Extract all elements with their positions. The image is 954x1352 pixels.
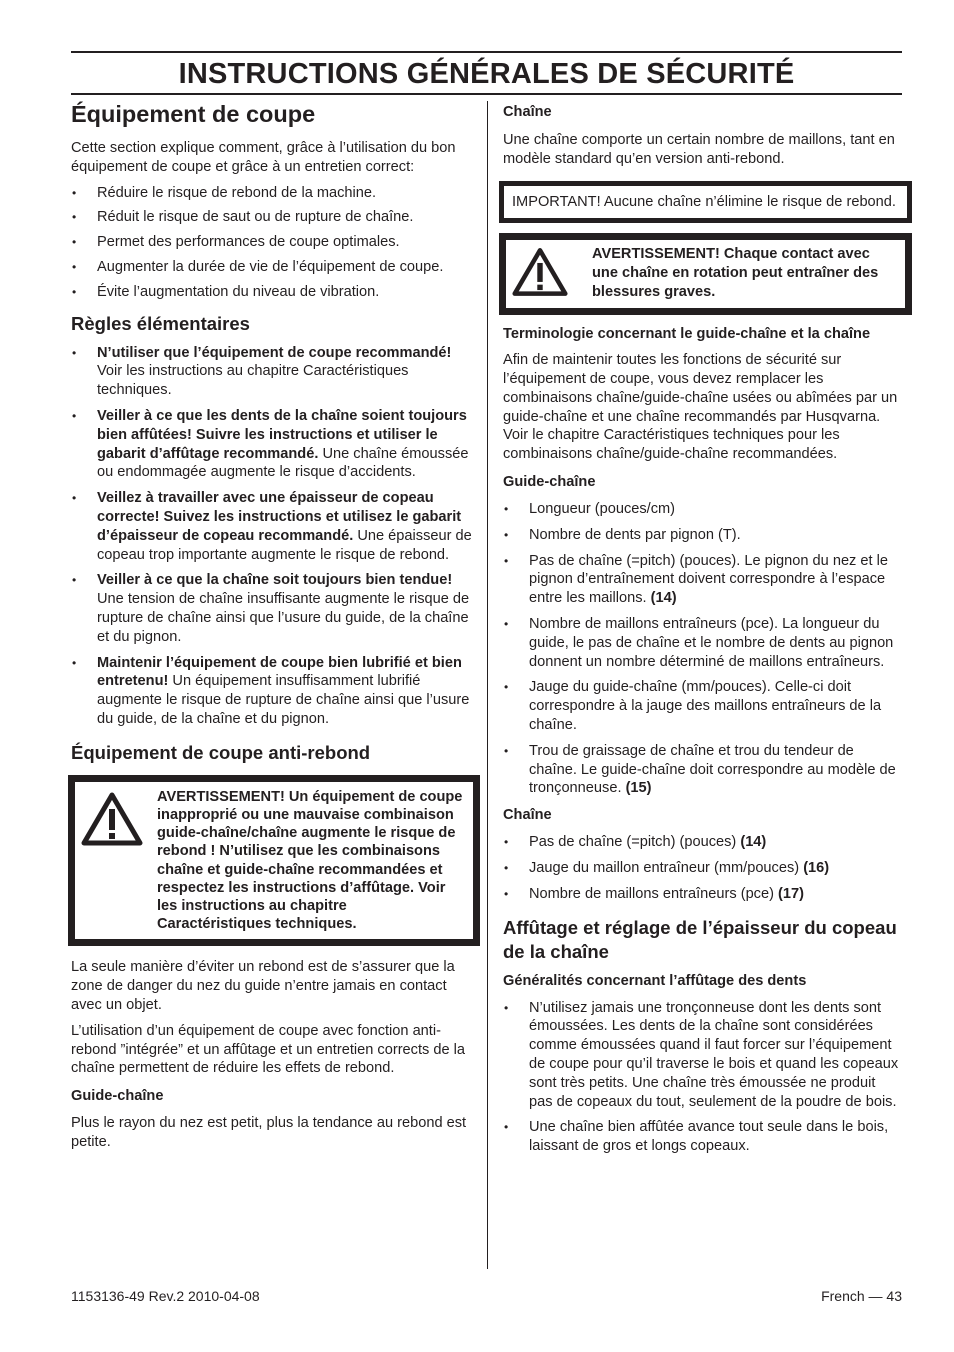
list-item: • Réduit le risque de saut ou de rupture de chaîne. [71,208,473,227]
intro-list [71,184,473,302]
terminology-paragraph: Afin de maintenir toutes les fonctions de sécurité sur l’équipement de coupe, vous devez remplacer les combinaisons chaîne/guide-chaîne usées ou abîmées par un guide-chaîne et une chaîne recommandés par Husqvarna. Voir le chapitre Caractéristiques techniques pour les combinaisons chaîne/guide-chaîne recommandées. [503,352,898,463]
warning-box [499,233,912,315]
list-item: • Une chaîne bien affûtée avance tout seule dans le bois, laissant de gros et longs copeaux. [503,1118,902,1156]
warning-box [68,775,480,947]
list-item: • Jauge du guide-chaîne (mm/pouces). Celle-ci doit correspondre à la jauge des maillons entraîneurs de la chaîne. [503,678,902,734]
chain-list [503,833,902,903]
paragraph: L’utilisation d’un équipement de coupe avec fonction anti-rebond ”intégrée” et un affûtage et un entretien corrects de la chaîne permettent de réduire les effets de rebond. [71,1022,466,1077]
warning-triangle-icon [81,788,157,934]
guide-heading: Guide-chaîne [71,1088,164,1105]
list-item: • N’utilisez jamais une tronçonneuse dont les dents sont émoussées. Les dents de la chaîne sont considérées comme émoussées quand il faut forcer sur l’équipement de coupe pour qu’il traverse le bois et quand les copeaux sont très petits. Une chaîne très émoussée ne produit pas de copeaux du tout, seulement de la poudre de bois. [503,999,902,1112]
sharpening-list [503,999,902,1156]
list-item: • Permet des performances de coupe optimales. [71,233,473,252]
sharpening-heading: Affûtage et réglage de l’épaisseur du copeau de la chaîne [503,916,897,962]
chain-heading: Chaîne [503,104,552,120]
rule-item: • Veiller à ce que la chaîne soit toujours bien tendue! Une tension de chaîne insuffisante augmente le risque de rupture de chaîne ainsi que l’usure du guide, de la chaîne et du pignon. [71,571,473,646]
list-item: • Évite l’augmentation du niveau de vibration. [71,283,473,302]
rules-list [71,344,473,729]
footer-page-number: French — 43 [821,1288,902,1304]
important-box [499,181,912,224]
column-divider [487,101,488,1269]
rule-item: • N’utiliser que l’équipement de coupe recommandé! Voir les instructions au chapitre Caractéristiques techniques. [71,344,473,400]
list-item: • Réduire le risque de rebond de la machine. [71,184,473,203]
warning-text: AVERTISSEMENT! Un équipement de coupe inapproprié ou une mauvaise combinaison guide-chaîne/chaîne augmente le risque de rebond ! N’utilisez que les combinaisons chaîne et guide-chaîne recommandées et respectez les instructions d’affûtage. Voir les instructions au chapitre Caractéristiques techniques. [157,788,463,933]
list-item: • Nombre de dents par pignon (T). [503,526,902,545]
list-item: • Longueur (pouces/cm) [503,500,902,519]
general-heading: Généralités concernant l’affûtage des dents [503,972,807,989]
footer-docref: 1153136-49 Rev.2 2010-04-08 [71,1288,260,1304]
intro-paragraph: Cette section explique comment, grâce à l’utilisation du bon équipement de coupe et grâce à un entretien correct: [71,140,456,175]
warning-text: AVERTISSEMENT! Chaque contact avec une chaîne en rotation peut entraîner des blessures graves. [592,246,879,300]
guide-paragraph: Plus le rayon du nez est petit, plus la tendance au rebond est petite. [71,1115,467,1150]
chain-heading: Chaîne [503,807,552,824]
guide-list [503,500,902,798]
list-item: • Augmenter la durée de vie de l’équipement de coupe. [71,258,473,277]
header-bottom-rule [71,93,902,95]
section-title: Équipement de coupe [71,101,316,127]
list-item: • Trou de graissage de chaîne et trou du tendeur de chaîne. Le guide-chaîne doit correspondre au modèle de tronçonneuse. (15) [503,742,902,798]
chain-paragraph: Une chaîne comporte un certain nombre de maillons, tant en modèle standard qu’en version anti-rebond. [503,132,895,167]
list-item: • Pas de chaîne (=pitch) (pouces). Le pignon du nez et le pignon d’entraînement doivent correspondre à l’espace entre les maillons. (14) [503,552,902,608]
important-text: IMPORTANT! Aucune chaîne n’élimine le risque de rebond. [512,193,896,210]
paragraph: La seule manière d’éviter un rebond est de s’assurer que la zone de danger du nez du guide n’entre jamais en contact avec un objet. [71,959,455,1013]
page-header-title: INSTRUCTIONS GÉNÉRALES DE SÉCURITÉ [178,58,795,90]
rule-item: • Veillez à travailler avec une épaisseur de copeau correcte! Suivez les instructions et utilisez le gabarit d’épaisseur de copeau recommandé. Une épaisseur de copeau trop importante augmente le risque de rebond. [71,489,473,564]
list-item: • Jauge du maillon entraîneur (mm/pouces) (16) [503,859,902,878]
antirebond-heading: Équipement de coupe anti-rebond [71,741,371,763]
list-item: • Pas de chaîne (=pitch) (pouces) (14) [503,833,902,852]
terminology-heading: Terminologie concernant le guide-chaîne et la chaîne [503,326,871,343]
list-item: • Nombre de maillons entraîneurs (pce). La longueur du guide, le pas de chaîne et le nombre de dents au pignon donnent un nombre déterminé de maillons entraîneurs. [503,615,902,671]
rule-item: • Maintenir l’équipement de coupe bien lubrifié et bien entretenu! Un équipement insuffisamment lubrifié augmente le risque de rupture de chaîne ainsi que l’usure du guide, de la chaîne et du pignon. [71,654,473,729]
right-column [503,103,902,1164]
list-item: • Nombre de maillons entraîneurs (pce) (17) [503,885,902,904]
guide-heading: Guide-chaîne [503,473,596,490]
rules-heading: Règles élémentaires [71,312,250,334]
warning-triangle-icon [512,245,592,303]
rule-item: • Veiller à ce que les dents de la chaîne soient toujours bien affûtées! Suivre les instructions et utiliser le gabarit d’affûtage recommandé. Une chaîne émoussée ou endommagée augmente le risque d’accidents. [71,407,473,482]
left-column [71,100,473,1159]
header-top-rule [71,51,902,53]
